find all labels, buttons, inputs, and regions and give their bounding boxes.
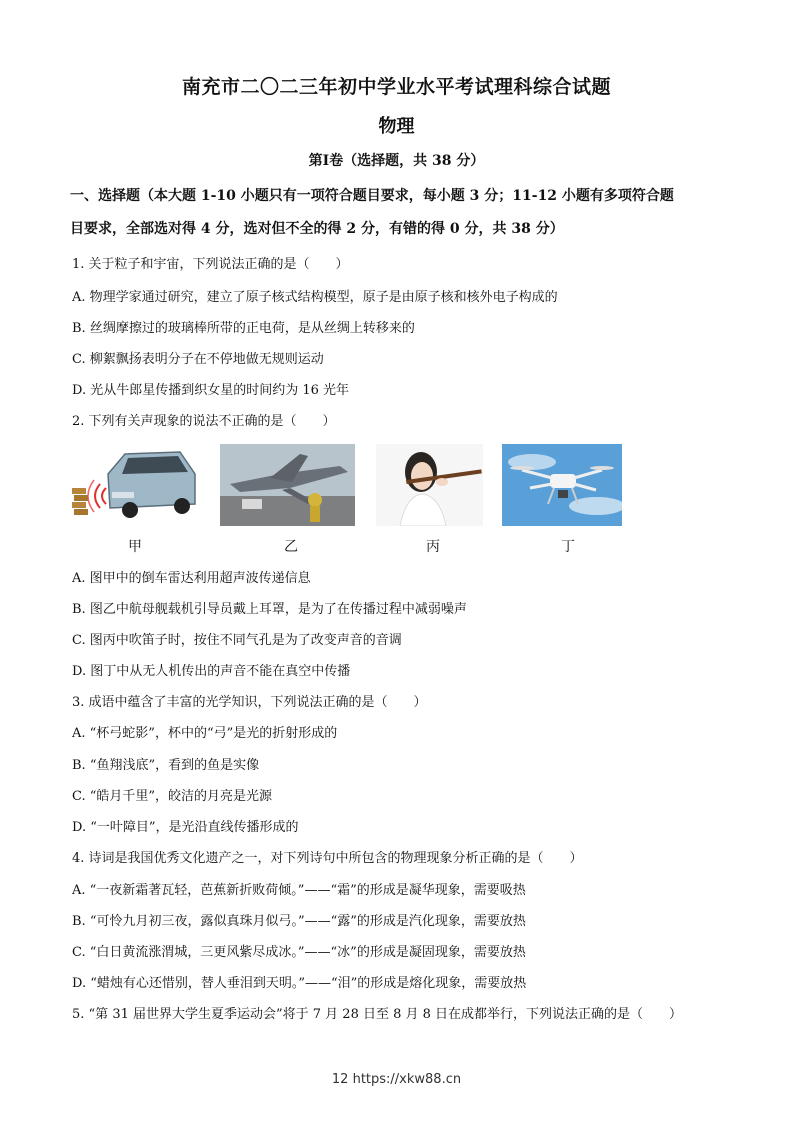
option-line: A. 图甲中的倒车雷达利用超声波传递信息	[72, 571, 311, 586]
question-stem: 2. 下列有关声现象的说法不正确的是（ ）	[72, 414, 336, 429]
page-footer: 12 https://xkw88.cn	[331, 1072, 462, 1087]
question-stem: 3. 成语中蕴含了丰富的光学知识，下列说法正确的是（ ）	[72, 695, 427, 710]
section-line-2: 目要求，全部选对得 4 分，选对但不全的得 2 分，有错的得 0 分，共 38 分）	[70, 221, 564, 237]
question-stem: 5. “第 31 届世界大学生夏季运动会”将于 7 月 28 日至 8 月 8 日在成都举行，下列说法正确的是（ ）	[72, 1007, 683, 1022]
option-line: A. 物理学家通过研究，建立了原子核式结构模型，原子是由原子核和核外电子构成的	[72, 290, 558, 305]
option-line: B. 丝绸摩擦过的玻璃棒所带的正电荷，是从丝绸上转移来的	[72, 321, 415, 336]
option-line: D. 图丁中从无人机传出的声音不能在真空中传播	[72, 664, 351, 679]
question-stem: 1. 关于粒子和宇宙，下列说法正确的是（ ）	[72, 257, 349, 272]
option-line: D. 光从牛郎星传播到织女星的时间约为 16 光年	[72, 383, 350, 398]
option-line: C. 柳絮飘扬表明分子在不停地做无规则运动	[72, 352, 324, 367]
image-label: 甲	[128, 539, 142, 555]
volume-title: 第Ⅰ卷（选择题，共 38 分）	[308, 153, 485, 169]
image-label: 乙	[284, 539, 298, 555]
section-line-1: 一、选择题（本大题 1-10 小题只有一项符合题目要求，每小题 3 分；11-12 小题有多项符合题	[70, 188, 674, 204]
option-line: B. “可怜九月初三夜，露似真珠月似弓。”——“露”的形成是汽化现象，需要放热	[72, 914, 526, 929]
option-line: A. “杯弓蛇影”，杯中的“弓”是光的折射形成的	[72, 726, 338, 741]
image-label: 丁	[561, 539, 575, 555]
question-stem: 4. 诗词是我国优秀文化遗产之一，对下列诗句中所包含的物理现象分析正确的是（ ）	[72, 851, 583, 866]
option-line: C. “皓月千里”，皎洁的月亮是光源	[72, 789, 273, 804]
image-label: 丙	[426, 539, 440, 555]
fighter-jet-image	[220, 444, 355, 526]
option-line: B. 图乙中航母舰载机引导员戴上耳罩，是为了在传播过程中减弱噪声	[72, 602, 467, 617]
drone-image	[502, 444, 622, 526]
car-radar-image	[70, 444, 200, 526]
option-line: C. 图丙中吹笛子时，按住不同气孔是为了改变声音的音调	[72, 633, 402, 648]
option-line: D. “蜡烛有心还惜别，替人垂泪到天明。”——“泪”的形成是熔化现象，需要放热	[72, 976, 527, 991]
option-line: A. “一夜新霜著瓦轻，芭蕉新折败荷倾。”——“霜”的形成是凝华现象，需要吸热	[72, 883, 526, 898]
option-line: B. “鱼翔浅底”，看到的鱼是实像	[72, 758, 260, 773]
option-line: D. “一叶障目”，是光沿直线传播形成的	[72, 820, 299, 835]
option-line: C. “白日黄流涨渭城，三更风紫尽成冰。”——“冰”的形成是凝固现象，需要放热	[72, 945, 526, 960]
flute-player-image	[376, 444, 483, 526]
section-instructions	[70, 180, 730, 246]
subject-title: 物理	[378, 116, 415, 137]
exam-title: 南充市二〇二三年初中学业水平考试理科综合试题	[181, 76, 611, 98]
